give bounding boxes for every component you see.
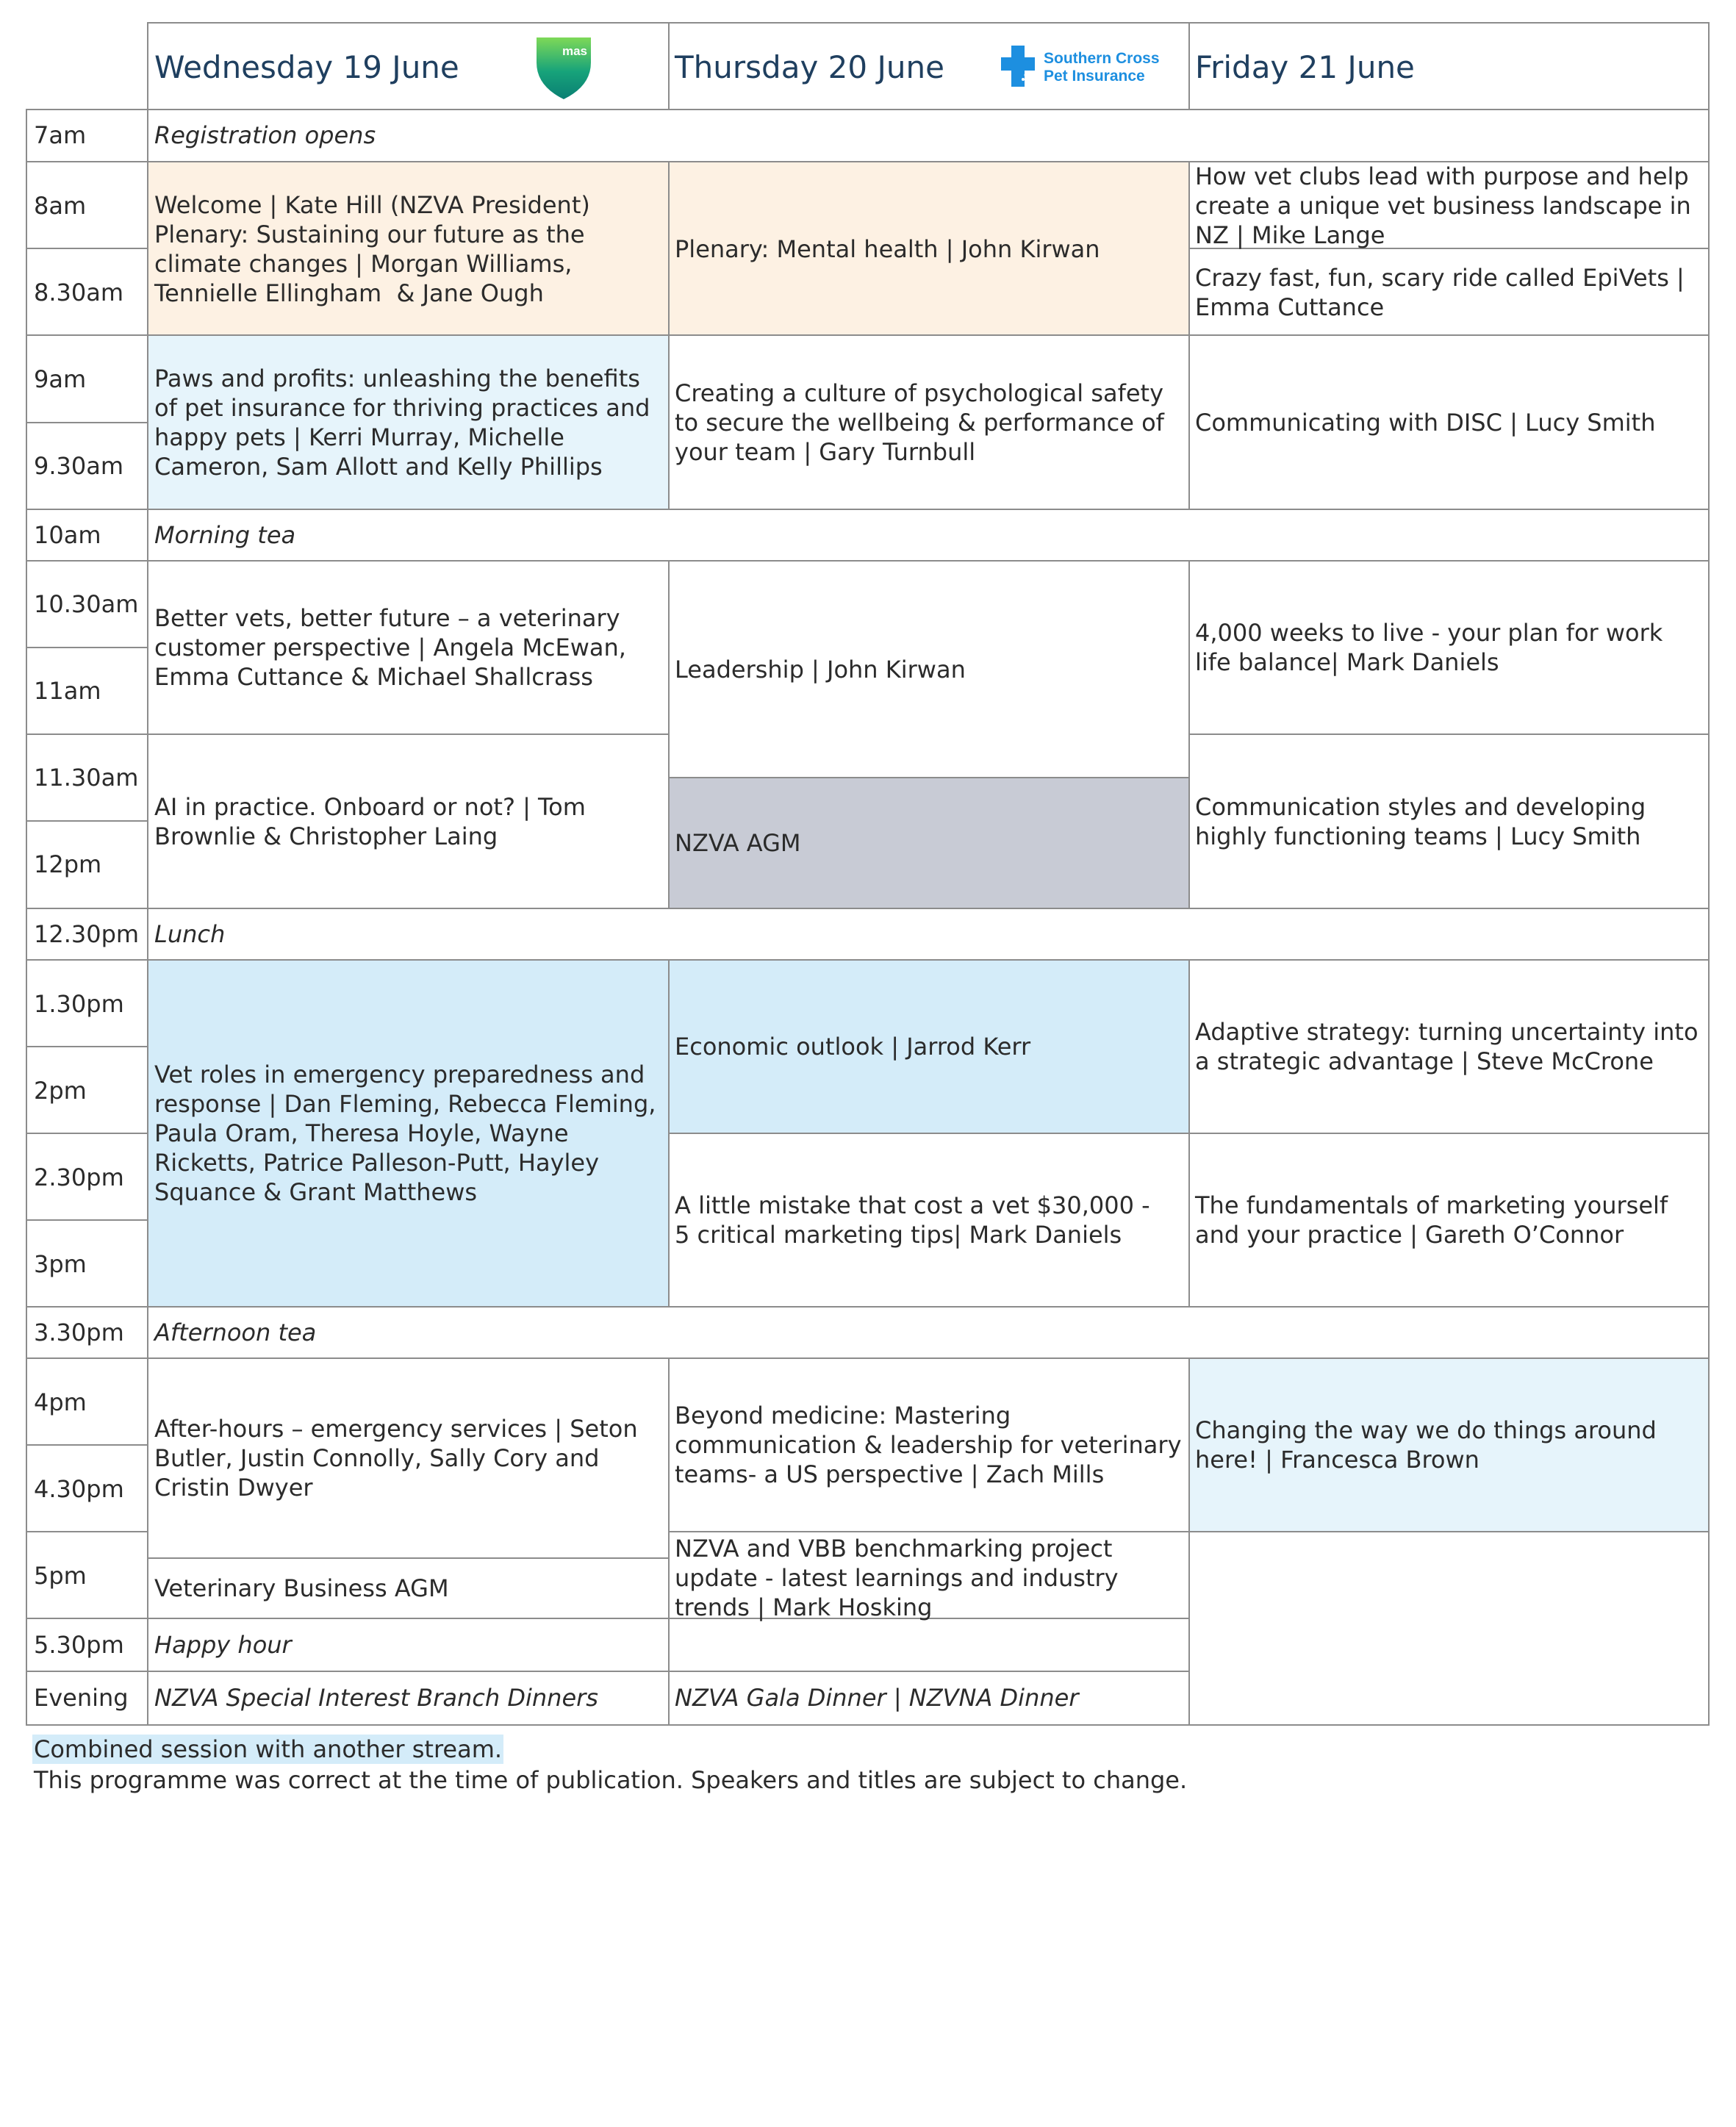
mas-logo-text: mas: [562, 44, 588, 58]
grid-line: [26, 1219, 148, 1221]
time-11am: 11am: [34, 677, 101, 705]
time-12pm: 12pm: [34, 850, 102, 878]
wed-vbagm-text: Veterinary Business AGM: [154, 1574, 449, 1602]
thu-agm-text: NZVA AGM: [675, 829, 801, 857]
time-4pm: 4pm: [34, 1388, 87, 1416]
wed-after-hours: [154, 1359, 661, 1557]
wed-paws-and-profits: [154, 337, 661, 509]
lunch: Lunch: [154, 920, 226, 948]
morning-tea: Morning tea: [154, 521, 296, 549]
grid-line: [26, 1306, 1710, 1308]
grid-line: [669, 1531, 1710, 1532]
day-header-thursday: Thursday 20 June: [675, 49, 944, 85]
day-header-wednesday: Wednesday 19 June: [154, 49, 459, 85]
thu-culture-text: Creating a culture of psychological safety to secure the wellbeing & performance of your team | Gary Turnbull: [675, 379, 1164, 466]
fri-4000-weeks: [1195, 562, 1702, 733]
grid-line: [1188, 22, 1190, 110]
wed-ai-in-practice: [154, 735, 661, 908]
thu-benchmarking-update: NZVA and VBB benchmarking project update - latest learnings and industry trends | Mark Hosking: [675, 1535, 1119, 1621]
time-1130am: 11.30am: [34, 764, 139, 792]
legend-combined-session: Combined session with another stream.: [34, 1735, 503, 1763]
time-530pm: 5.30pm: [34, 1631, 124, 1659]
southern-cross-logo-line1: Southern Cross: [1044, 50, 1160, 67]
thu-economic-outlook: [675, 961, 1182, 1133]
time-230pm: 2.30pm: [34, 1163, 124, 1191]
grid-line: [26, 248, 148, 249]
wed-emergency-text: Vet roles in emergency preparedness and response | Dan Fleming, Rebecca Fleming, Paula Oram, Theresa Hoyle, Wayne Ricketts, Patrice Palleson-Putt, Hayley Squance & Grant Matthews: [154, 1061, 656, 1206]
thu-psychological-safety: [675, 337, 1182, 509]
fri-adaptive-strategy: [1195, 961, 1702, 1133]
fri-changing-text: Changing the way we do things around here! | Francesca Brown: [1195, 1416, 1657, 1474]
thu-beyond-text: Beyond medicine: Mastering communication & leadership for veterinary teams- a US perspective | Zach Mills: [675, 1402, 1182, 1488]
wed-welcome-plenary: [154, 163, 661, 335]
grid-line: [1708, 22, 1710, 1726]
mas-logo: [531, 33, 597, 101]
thu-plenary-mental-health: [675, 163, 1182, 335]
fri-adaptive-text: Adaptive strategy: turning uncertainty into a strategic advantage | Steve McCrone: [1195, 1018, 1699, 1075]
thu-nzva-agm: [675, 778, 1182, 908]
registration-opens: Registration opens: [154, 121, 376, 149]
wed-bettervets-text: Better vets, better future – a veterinary customer perspective | Angela McEwan, Emma Cuttance & Michael Shallcrass: [154, 604, 626, 691]
time-130pm: 1.30pm: [34, 990, 124, 1018]
time-evening: Evening: [34, 1684, 129, 1712]
thu-leadership-text: Leadership | John Kirwan: [675, 655, 966, 684]
grid-line: [26, 820, 148, 822]
grid-line: [1188, 561, 1190, 909]
time-830am: 8.30am: [34, 279, 124, 306]
fri-epivets-text: Crazy fast, fun, scary ride called EpiVets | Emma Cuttance: [1195, 264, 1685, 321]
grid-line: [26, 509, 1710, 510]
fri-vetclubs-text: How vet clubs lead with purpose and help create a unique vet business landscape in NZ | Mike Lange: [1195, 162, 1691, 249]
time-3pm: 3pm: [34, 1250, 87, 1278]
thu-plenary-text: Plenary: Mental health | John Kirwan: [675, 235, 1100, 263]
southern-cross-logo-line2: Pet Insurance: [1044, 68, 1145, 85]
wed-ai-text: AI in practice. Onboard or not? | Tom Brownlie & Christopher Laing: [154, 792, 586, 850]
time-5pm: 5pm: [34, 1562, 87, 1590]
time-9am: 9am: [34, 365, 87, 393]
thu-economic-text: Economic outlook | Jarrod Kerr: [675, 1033, 1031, 1061]
wed-welcome-text: Welcome | Kate Hill (NZVA President) Plenary: Sustaining our future as the climate changes | Morgan Williams, Tennielle Ellingham & Jane Ough: [154, 191, 590, 307]
fri-vet-clubs: [1195, 163, 1702, 248]
grid-line: [668, 22, 670, 110]
grid-line: [147, 22, 148, 1726]
grid-line: [26, 109, 1710, 110]
fri-epivets: [1195, 250, 1702, 335]
time-10am: 10am: [34, 521, 101, 549]
wed-vb-agm: [154, 1559, 661, 1618]
grid-line: [668, 162, 670, 510]
thu-little-mistake: [675, 1134, 1182, 1306]
grid-line: [147, 22, 1710, 24]
fri-marketing-text: The fundamentals of marketing yourself and your practice | Gareth O’Connor: [1195, 1191, 1668, 1249]
time-330pm: 3.30pm: [34, 1319, 124, 1346]
wed-emergency-preparedness: [154, 961, 661, 1306]
time-1030am: 10.30am: [34, 590, 139, 618]
fri-changing-the-way: [1195, 1359, 1702, 1531]
time-930am: 9.30am: [34, 452, 124, 480]
time-1230pm: 12.30pm: [34, 920, 140, 948]
wed-better-vets: [154, 562, 661, 733]
grid-line: [26, 422, 148, 423]
wed-afterhours-text: After-hours – emergency services | Seton Butler, Justin Connolly, Sally Cory and Cristin Dwyer: [154, 1415, 638, 1502]
grid-line: [26, 109, 27, 1726]
grid-line: [26, 1133, 148, 1134]
time-7am: 7am: [34, 121, 87, 149]
southern-cross-logo: [1001, 43, 1177, 90]
time-430pm: 4.30pm: [34, 1475, 124, 1503]
time-2pm: 2pm: [34, 1077, 87, 1105]
grid-line: [1188, 162, 1190, 510]
fri-4000weeks-text: 4,000 weeks to live - your plan for work life balance| Mark Daniels: [1195, 619, 1663, 676]
fri-disc-text: Communicating with DISC | Lucy Smith: [1195, 409, 1656, 437]
thu-evening-dinners: NZVA Gala Dinner | NZVNA Dinner: [675, 1684, 1079, 1712]
grid-line: [26, 1724, 1710, 1726]
fri-commstyles-text: Communication styles and developing highly functioning teams | Lucy Smith: [1195, 792, 1646, 850]
happy-hour: Happy hour: [154, 1631, 292, 1659]
grid-line: [668, 561, 670, 909]
fri-communication-styles: [1195, 735, 1702, 908]
day-header-friday: Friday 21 June: [1195, 49, 1415, 85]
thu-leadership: [675, 562, 1182, 777]
grid-line: [26, 908, 1710, 909]
grid-line: [26, 1531, 148, 1532]
footnote: This programme was correct at the time of publication. Speakers and titles are subject to change.: [34, 1766, 1188, 1794]
thu-mistake-text: A little mistake that cost a vet $30,000 - 5 critical marketing tips| Mark Daniels: [675, 1191, 1150, 1249]
wed-evening-dinners: NZVA Special Interest Branch Dinners: [154, 1684, 598, 1712]
time-8am: 8am: [34, 192, 87, 220]
grid-line: [26, 1671, 1189, 1672]
grid-line: [26, 1444, 148, 1446]
grid-line: [26, 1046, 148, 1047]
afternoon-tea: Afternoon tea: [154, 1319, 317, 1346]
grid-line: [26, 647, 148, 648]
wed-paws-text: Paws and profits: unleashing the benefits of pet insurance for thriving practices and happy pets | Kerri Murray, Michelle Cameron, Sam Allott and Kelly Phillips: [154, 365, 650, 481]
fri-fundamentals-marketing: [1195, 1134, 1702, 1306]
fri-disc: [1195, 337, 1702, 509]
thu-beyond-medicine: [675, 1359, 1182, 1531]
